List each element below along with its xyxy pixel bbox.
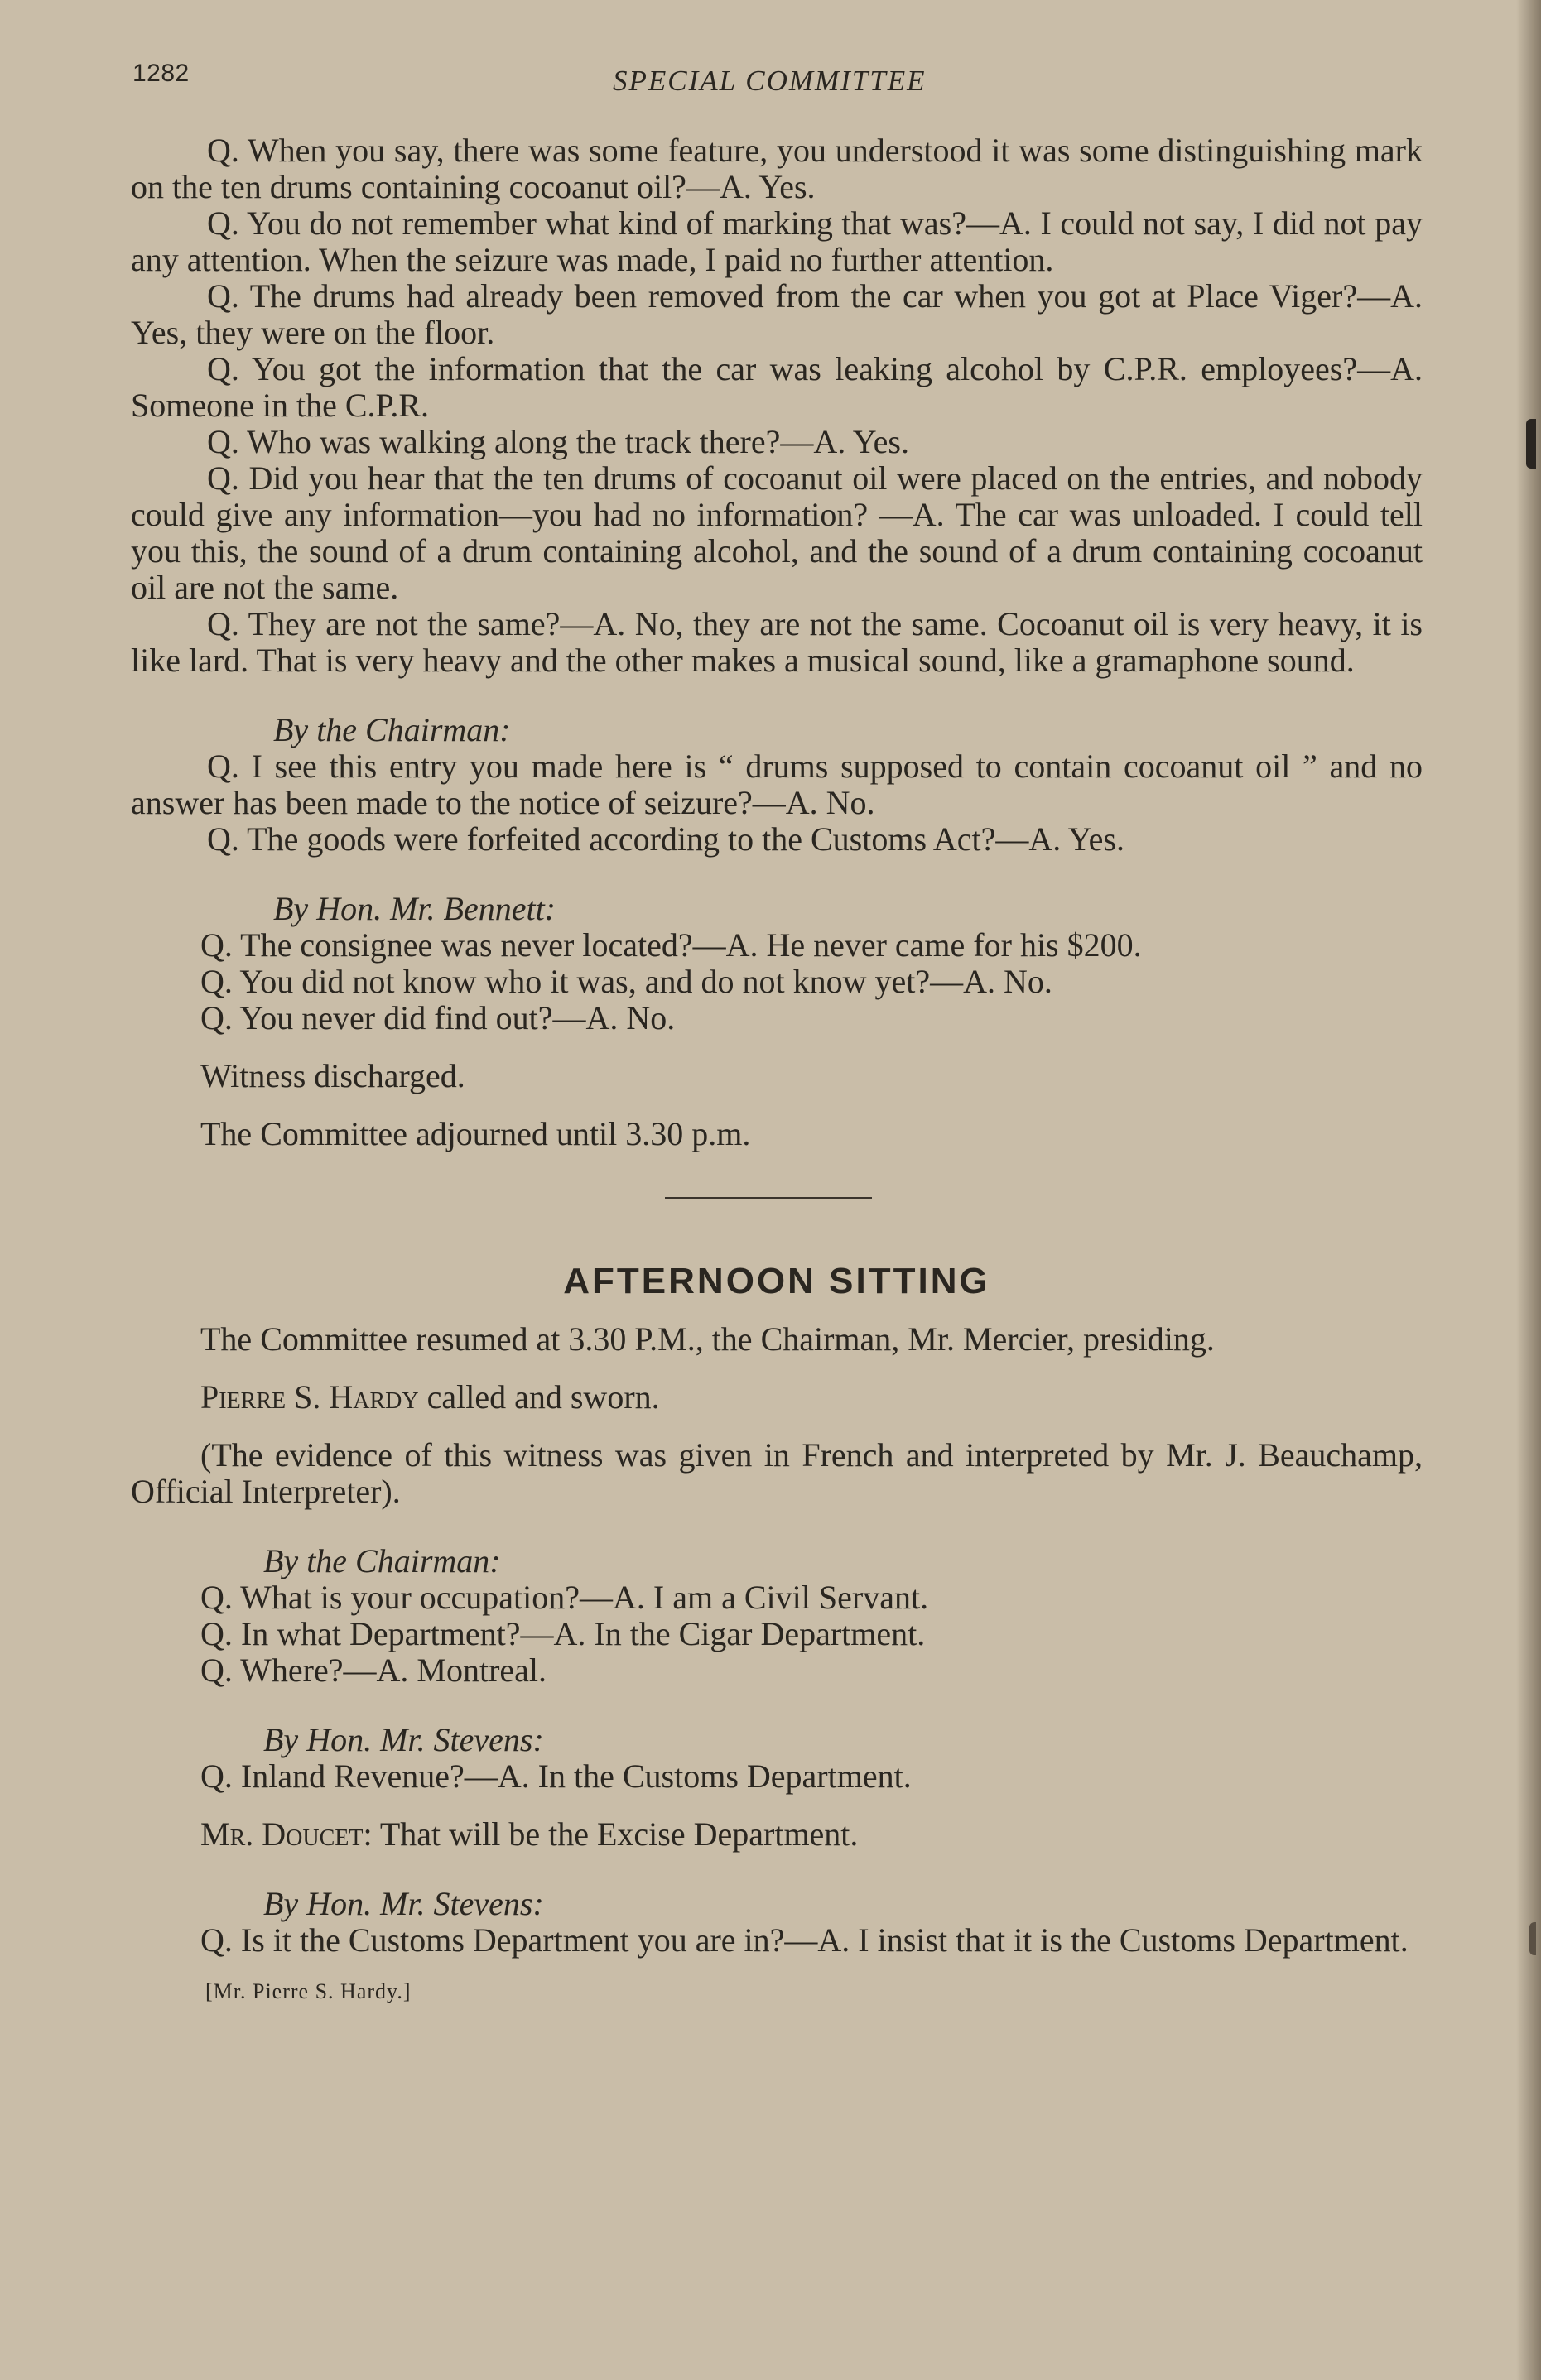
binding-mark (1526, 419, 1536, 469)
witness-called (131, 1379, 1423, 1416)
examiner-heading: By Hon. Mr. Bennett: (273, 890, 556, 927)
witness-surname: Hardy (329, 1378, 419, 1416)
qa-paragraph: Q. Where?—A. Montreal. (200, 1652, 547, 1689)
qa-paragraph: Q. Who was walking along the track there?—A. Yes. (207, 423, 909, 460)
qa-paragraph: Q. What is your occupation?—A. I am a Civil Servant. (200, 1579, 929, 1616)
running-title: SPECIAL COMMITTEE (613, 65, 927, 97)
page-number: 1282 (132, 60, 190, 87)
speaker-remark-text: : That will be the Excise Department. (363, 1815, 859, 1853)
speaker-name: Mr. Doucet (200, 1815, 364, 1853)
qa-paragraph: Q. You got the information that the car was leaking alcohol by C.P.R. employees?—A. Someone in the C.P.R. (131, 350, 1423, 424)
qa-paragraph: Q. The goods were forfeited according to the Customs Act?—A. Yes. (207, 820, 1124, 858)
binding-mark (1529, 1922, 1536, 1955)
examiner-heading: By the Chairman: (273, 711, 511, 748)
footer-witness-note: [Mr. Pierre S. Hardy.] (205, 1979, 412, 2003)
witness-discharged: Witness discharged. (200, 1057, 465, 1094)
body-text (131, 132, 1423, 2010)
interpreter-note: (The evidence of this witness was given in French and interpreted by Mr. J. Beauchamp, Official Interpreter). (131, 1436, 1423, 1510)
witness-called-text: called and sworn. (426, 1378, 660, 1416)
section-divider (665, 1197, 872, 1199)
qa-paragraph: Q. When you say, there was some feature, you understood it was some distinguishing mark on the ten drums containing cocoanut oil?—A. Yes. (131, 132, 1423, 205)
qa-paragraph: Q. Did you hear that the ten drums of cocoanut oil were placed on the entries, and nobody could give any information—you had no information? —A. The car was unloaded. I could tell you this, the sound of a drum containing alcohol, and the sound of a drum containing cocoanut oil are not the same. (131, 459, 1423, 606)
qa-paragraph: Q. I see this entry you made here is “ drums supposed to contain cocoanut oil ” and no answer has been made to the notice of seizure?—A. No. (131, 748, 1423, 821)
witness-initial: S. (294, 1378, 321, 1416)
adjournment-note: The Committee adjourned until 3.30 p.m. (200, 1115, 751, 1152)
qa-paragraph: Q. The consignee was never located?—A. He never came for his $200. (200, 926, 1142, 964)
examiner-heading: By Hon. Mr. Stevens: (263, 1885, 544, 1922)
running-head (132, 60, 1424, 101)
qa-paragraph: Q. You did not know who it was, and do not know yet?—A. No. (200, 963, 1052, 1000)
qa-paragraph: Q. You do not remember what kind of marking that was?—A. I could not say, I did not pay any attention. When the seizure was made, I paid no further attention. (131, 204, 1423, 278)
speaker-remark (131, 1816, 1423, 1853)
qa-paragraph: Q. They are not the same?—A. No, they are not the same. Cocoanut oil is very heavy, it is like lard. That is very heavy and the other makes a musical sound, like a gramaphone sound. (131, 605, 1423, 679)
examiner-heading: By the Chairman: (263, 1542, 501, 1579)
examiner-heading: By Hon. Mr. Stevens: (263, 1721, 544, 1758)
section-title: AFTERNOON SITTING (563, 1261, 990, 1301)
qa-paragraph: Q. You never did find out?—A. No. (200, 999, 676, 1036)
witness-first-name: Pierre (200, 1378, 287, 1416)
page-edge-shadow (1516, 0, 1541, 2380)
qa-paragraph: Q. The drums had already been removed from the car when you got at Place Viger?—A. Yes, they were on the floor. (131, 277, 1423, 351)
qa-paragraph: Q. Inland Revenue?—A. In the Customs Department. (200, 1757, 912, 1795)
qa-paragraph: Q. Is it the Customs Department you are in?—A. I insist that it is the Customs Department. (200, 1921, 1409, 1959)
resumed-note: The Committee resumed at 3.30 P.M., the Chairman, Mr. Mercier, presiding. (200, 1320, 1215, 1358)
qa-paragraph: Q. In what Department?—A. In the Cigar Department. (200, 1615, 926, 1652)
